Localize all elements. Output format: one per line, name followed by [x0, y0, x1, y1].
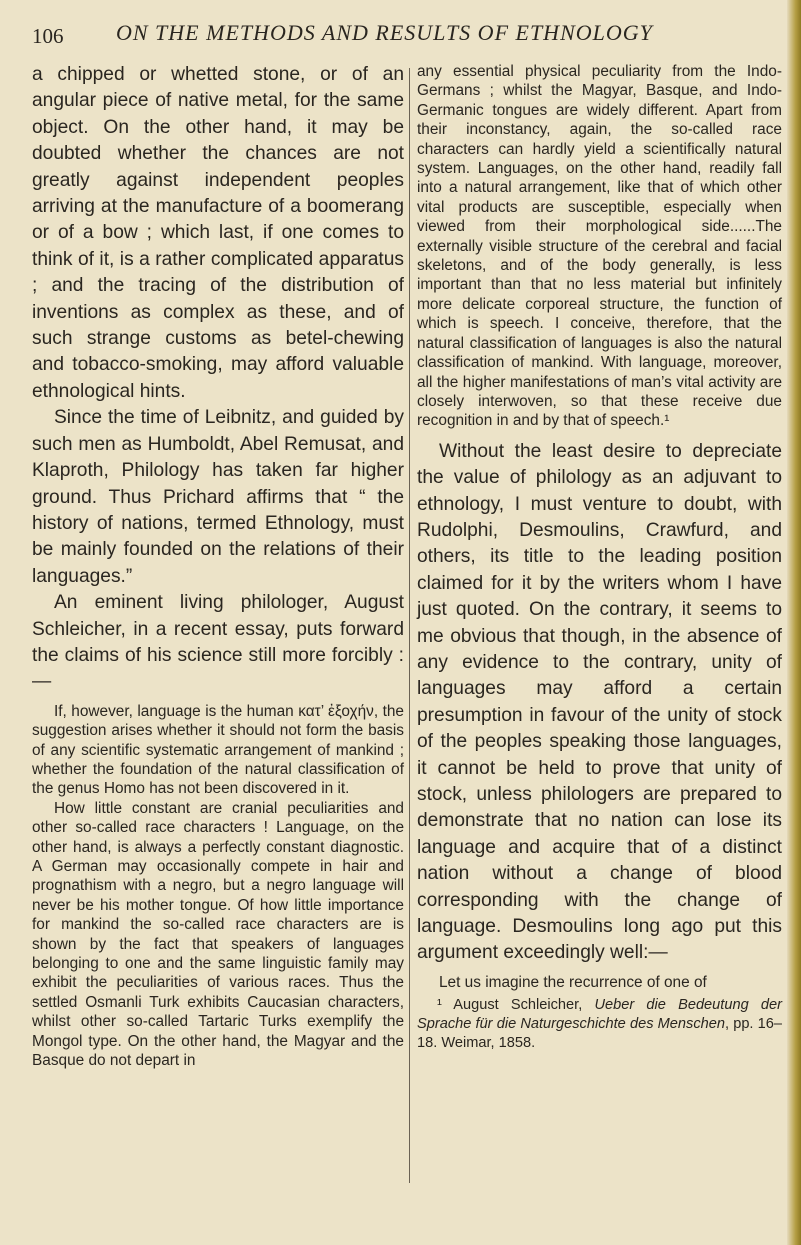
page-header: [32, 18, 787, 50]
paragraph-chipped-stone: a chipped or whetted stone, or of an angular piece of native metal, for the same object. On the other hand, it may be doubted whether the chances are not greatly against independent peoples arriving at the manufacture of a boomerang or of a bow ; which last, if one comes to think of it, is a rather complicated apparatus ; and the tracing of the distribution of inventions as complex as these, and of such strange customs as betel-chewing and tobacco-smoking, may afford valuable ethnological hints.: [32, 64, 404, 402]
footnote: [417, 996, 782, 1053]
paragraph-philology-critique: Without the least desire to depreciate the value of philology as an adjuvant to ethnology, I must venture to doubt, with Rudolphi, Desmoulins, Crawfurd, and others, its title to the leading position claimed for it by the writers whom I have just quoted. On the contrary, it seems to me obvious that though, in the absence of any evidence to the contrary, unity of languages may afford a certain presumption in favour of the unity of stock of the peoples speaking those languages, it cannot be held to prove that unity of stock, unless philologers are prepared to demonstrate that no nation can lose its language and acquire that of a distinct nation without a change of blood corresponding with the change of language. Desmoulins long ago put this argument exceedingly well:—: [417, 440, 782, 964]
paragraph-leibnitz: Since the time of Leibnitz, and guided by such men as Humboldt, Abel Remusat, and Klaproth, Philology has taken far higher ground. Thus Prichard affirms that “ the history of nations, termed Ethnology, must be mainly founded on the relations of their languages.”: [32, 407, 404, 587]
footnote-title: Ueber die Bedeutung der Sprache für die Naturgeschichte des Menschen: [417, 997, 782, 1033]
right-column: [417, 62, 782, 1053]
running-head: ON THE METHODS AND RESULTS OF ETHNOLOGY: [116, 20, 653, 45]
desmoulins-quote: Let us imagine the recurrence of one of: [439, 973, 707, 991]
block-quote-continued: any essential physical peculiarity from the Indo-Germans ; whilst the Magyar, Basque, and Indo-Germanic tongues are widely different. Apart from their inconstancy, again, the so-called race characters can hardly yield a scientifically natural system. Languages, on the other hand, readily fall into a natural arrangement, like that of which other vital products are susceptible, especially when viewed from their morphological side......The externally visible structure of the cerebral and facial skeletons, and of the body generally, is less important than that no less material but infinitely more delicate corporeal structure, the function of which is speech. I conceive, therefore, that the natural classification of languages is also the natural classification of mankind. With language, moreover, all the higher manifestations of man’s vital activity are closely interwoven, so that these receive due recognition in and by that of speech.¹: [417, 63, 782, 430]
footnote-text: ¹ August Schleicher,: [437, 997, 595, 1014]
block-quote-paragraph-1: If, however, language is the human κατ’ ἐξοχήν, the suggestion arises whether it should not form the basis of any scientific systematic arrangement of mankind ; whether the foundation of the natural classification of the genus Homo has not been discovered in it.: [32, 702, 404, 798]
left-column: [32, 62, 404, 1070]
footnote-citation: , pp. 16–18. Weimar, 1858.: [417, 1016, 782, 1052]
page-edge: [787, 0, 801, 1245]
block-quote-paragraph-2: How little constant are cranial peculiarities and other so-called race characters ! Language, on the other hand, is always a perfectly constant diagnostic. A German may occasionally compete in hair and prognathism with a negro, but a negro language will never be his mother tongue. Of how little importance for mankind the so-called race characters are is shown by the fact that speakers of languages belonging to one and the same linguistic family may exhibit the peculiarities of various races. Thus the settled Osmanli Turk exhibits Caucasian characters, whilst other so-called Tartaric Turks exemplify the Mongol type. On the other hand, the Magyar and the Basque do not depart in: [32, 799, 404, 1070]
paragraph-schleicher-intro: An eminent living philologer, August Schleicher, in a recent essay, puts forward the claims of his science still more forcibly :—: [32, 592, 404, 693]
page-number: 106: [32, 24, 64, 48]
column-divider: [409, 68, 410, 1183]
